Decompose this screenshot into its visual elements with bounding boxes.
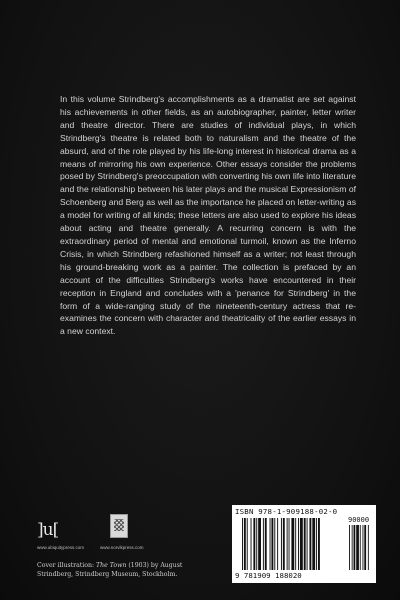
addon-bar <box>352 525 353 570</box>
barcode-bar <box>277 518 278 570</box>
cover-illustration-caption <box>37 561 217 579</box>
norvik-press-logo <box>110 514 128 538</box>
barcode-bar <box>258 518 261 570</box>
caption-suffix: (1903) by August Strindberg, Strindberg Museum, Stockholm. <box>37 562 183 578</box>
barcode-bar <box>263 518 264 570</box>
barcode-bar <box>251 518 252 570</box>
barcode-bar <box>283 518 285 570</box>
addon-bar <box>363 525 364 570</box>
price-addon-bars <box>349 525 373 570</box>
barcode-bar <box>244 518 246 570</box>
isbn-label: ISBN 978-1-909188-02-0 <box>235 507 338 516</box>
barcode-digits: 9 781909 188020 <box>235 571 302 580</box>
barcode-bar <box>271 518 273 570</box>
barcode-bar <box>300 518 303 570</box>
addon-bar <box>356 525 359 570</box>
norvik-press-url: www.norvikpress.com <box>100 545 144 550</box>
barcode-bar <box>295 518 296 570</box>
isbn-barcode <box>232 505 376 583</box>
ubiquity-press-logo: ]u[ <box>37 520 59 540</box>
barcode-bar <box>242 518 243 570</box>
addon-bar <box>368 525 369 570</box>
barcode-bar <box>307 518 308 570</box>
barcode-bar <box>304 518 306 570</box>
norvik-logo-mark <box>114 519 124 531</box>
barcode-bar <box>318 518 320 570</box>
addon-bar <box>349 525 350 570</box>
barcode-bar <box>274 518 275 570</box>
barcode-bar <box>291 518 294 570</box>
barcode-bar <box>256 518 257 570</box>
ean-barcode-bars <box>242 518 348 570</box>
barcode-bar <box>309 518 311 570</box>
caption-prefix: Cover illustration: <box>37 562 96 569</box>
ubiquity-press-url: www.ubiquitypress.com <box>37 545 85 550</box>
caption-artwork-title: The Town <box>96 562 127 569</box>
barcode-bar <box>253 518 255 570</box>
barcode-bar <box>270 518 271 570</box>
price-addon-number: 90000 <box>348 516 370 524</box>
addon-bar <box>354 525 356 570</box>
barcode-bar <box>312 518 315 570</box>
addon-bar <box>360 525 361 570</box>
barcode-bar <box>281 518 282 570</box>
barcode-bar <box>298 518 299 570</box>
back-cover-blurb: In this volume Strindberg's accomplishments as a dramatist are set against his achievements in other fields, as an autobiographer, painter, letter writer and theatre director. There are studies of individual plays, in which Strindberg's theatre is related both to naturalism and the theatre of the absurd, and of the role played by his life-long interest in historical drama as a means of mirroring his own experience. Other essays consider the problems posed by Strindberg's preoccupation with converting his own life into literature and the relationship between his later plays and the musical Expressionism of Schoenberg and Berg as well as the importance he placed on letter-writing as a model for writing of all kinds; these letters are also used to explore his ideas about acting and theatre generally. A recurring concern is with the extraordinary period of mental and emotional turmoil, known as the Inferno Crisis, in which Strindberg refashioned himself as a writer; not least through his ground-breaking work as a painter. The collection is prefaced by an account of the difficulties Strindberg's works have encountered in their reception in England and concludes with a 'penance for Strindberg' in the form of a wide-ranging study of the nineteenth-century actress that re-examines the concern with character and theatricality of the earlier essays in a new context. <box>60 94 356 337</box>
addon-bar <box>364 525 366 570</box>
barcode-bar <box>247 518 248 570</box>
barcode-bar <box>289 518 290 570</box>
barcode-bar <box>287 518 288 570</box>
barcode-bar <box>316 518 317 570</box>
barcode-bar <box>265 518 267 570</box>
